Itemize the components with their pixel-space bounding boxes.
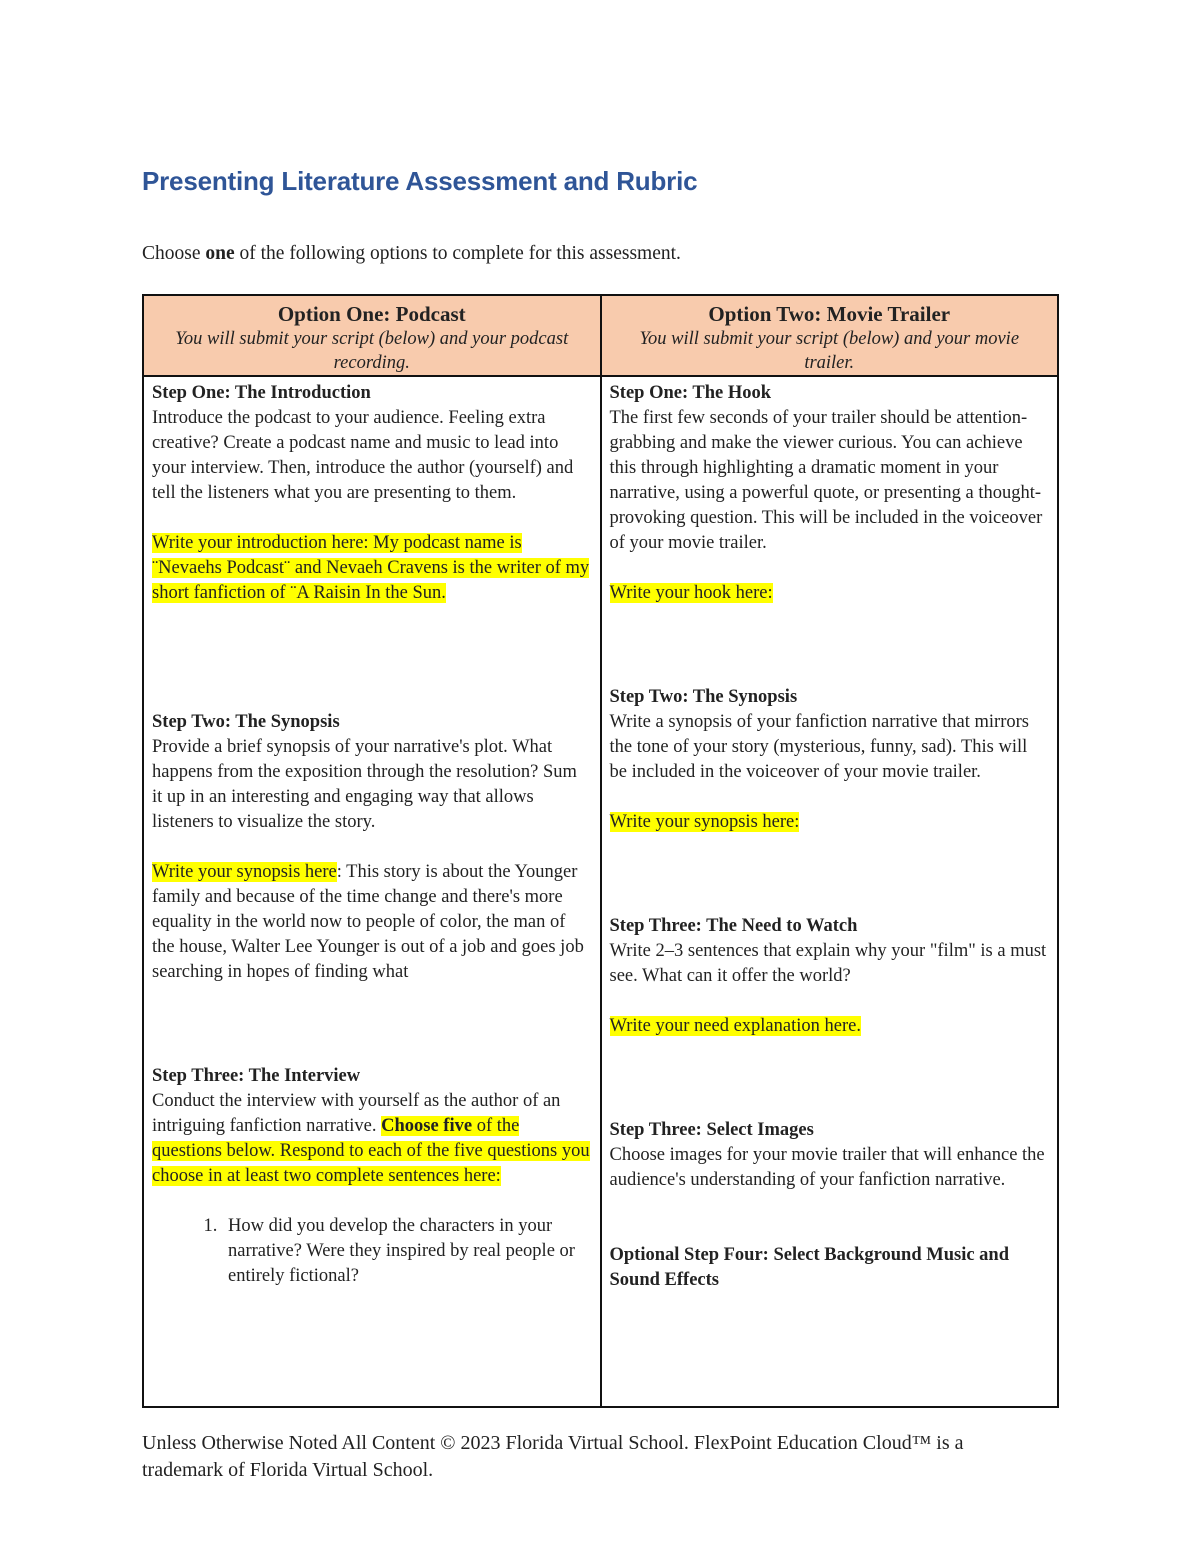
page-title: Presenting Literature Assessment and Rubric [142, 166, 698, 196]
option-two-title: Option Two: Movie Trailer [708, 302, 951, 326]
podcast-step3-instructions: of the questions below. Respond to each of the five questions you choose in at least two complete sentences here: [152, 1116, 590, 1186]
option-two-header [601, 295, 1059, 376]
trailer-step3-title: Step Three: The Need to Watch [609, 916, 858, 936]
intro-after: of the following options to complete for this assessment. [234, 243, 681, 264]
trailer-step1-text: The first few seconds of your trailer should be attention-grabbing and make the viewer curious. You can achieve this through highlighting a dramatic moment in your narrative, using a powerful quote, or presenting a thought-provoking question. This will be included in the voiceover of your movie trailer. [609, 408, 1043, 553]
trailer-step1-prompt[interactable]: Write your hook here: [609, 583, 773, 603]
option-one-body [143, 376, 601, 1407]
podcast-step2-text: Provide a brief synopsis of your narrative's plot. What happens from the exposition through the resolution? Sum it up in an interesting and engaging way that allows listeners to visualize the story. [152, 737, 577, 832]
trailer-step2-text: Write a synopsis of your fanfiction narrative that mirrors the tone of your story (mysterious, funny, sad). This will be included in the voiceover of your movie trailer. [609, 712, 1029, 782]
trailer-step1-title: Step One: The Hook [609, 383, 772, 403]
podcast-step2-response[interactable]: : This story is about the Younger family and because of the time change and there's more equality in the world now to people of color, the man of the house, Walter Lee Younger is out of a job and goes job searching in hopes of finding what [152, 862, 584, 982]
options-table [142, 294, 1059, 1408]
intro-text [142, 243, 681, 265]
option-two-subtitle: You will submit your script (below) and your movie trailer. [639, 329, 1020, 373]
trailer-step3-prompt[interactable]: Write your need explanation here. [609, 1016, 861, 1036]
podcast-step2-prompt: Write your synopsis here [152, 862, 337, 882]
trailer-step2-prompt[interactable]: Write your synopsis here: [609, 812, 800, 832]
intro-before: Choose [142, 243, 206, 264]
option-one-subtitle: You will submit your script (below) and your podcast recording. [175, 329, 569, 373]
trailer-step2-title: Step Two: The Synopsis [609, 687, 798, 707]
podcast-step2-title: Step Two: The Synopsis [152, 712, 340, 732]
option-one-header [143, 295, 601, 376]
option-two-body [601, 376, 1059, 1407]
trailer-step4-text: Choose images for your movie trailer that will enhance the audience's understanding of your fanfiction narrative. [609, 1145, 1045, 1190]
podcast-step3-text: Conduct the interview with yourself as the author of an intriguing fanfiction narrative. [152, 1091, 561, 1136]
trailer-step5-title: Optional Step Four: Select Background Music and Sound Effects [609, 1245, 1010, 1290]
trailer-step3-text: Write 2–3 sentences that explain why your "film" is a must see. What can it offer the world? [609, 941, 1047, 986]
podcast-step1-title: Step One: The Introduction [152, 383, 371, 403]
podcast-step3-choose-five: Choose five [381, 1116, 473, 1136]
podcast-step1-response[interactable]: Write your introduction here: My podcast name is ¨Nevaehs Podcast¨ and Nevaeh Cravens is the writer of my short fanfiction of ¨A Raisin In the Sun. [152, 533, 590, 603]
footer-copyright: Unless Otherwise Noted All Content © 2023 Florida Virtual School. FlexPoint Education Cloud™ is a trademark of Florida Virtual School. [142, 1432, 964, 1481]
option-one-title: Option One: Podcast [277, 302, 466, 326]
trailer-step4-title: Step Three: Select Images [609, 1120, 814, 1140]
interview-questions-list [152, 1214, 592, 1289]
intro-bold: one [205, 243, 235, 264]
podcast-step3-title: Step Three: The Interview [152, 1066, 361, 1086]
podcast-step1-text: Introduce the podcast to your audience. Feeling extra creative? Create a podcast name and music to lead into your interview. Then, introduce the author (yourself) and tell the listeners what you are presenting to them. [152, 408, 574, 503]
list-item: 1. How did you develop the characters in your narrative? Were they inspired by real people or entirely fictional? [222, 1214, 592, 1289]
